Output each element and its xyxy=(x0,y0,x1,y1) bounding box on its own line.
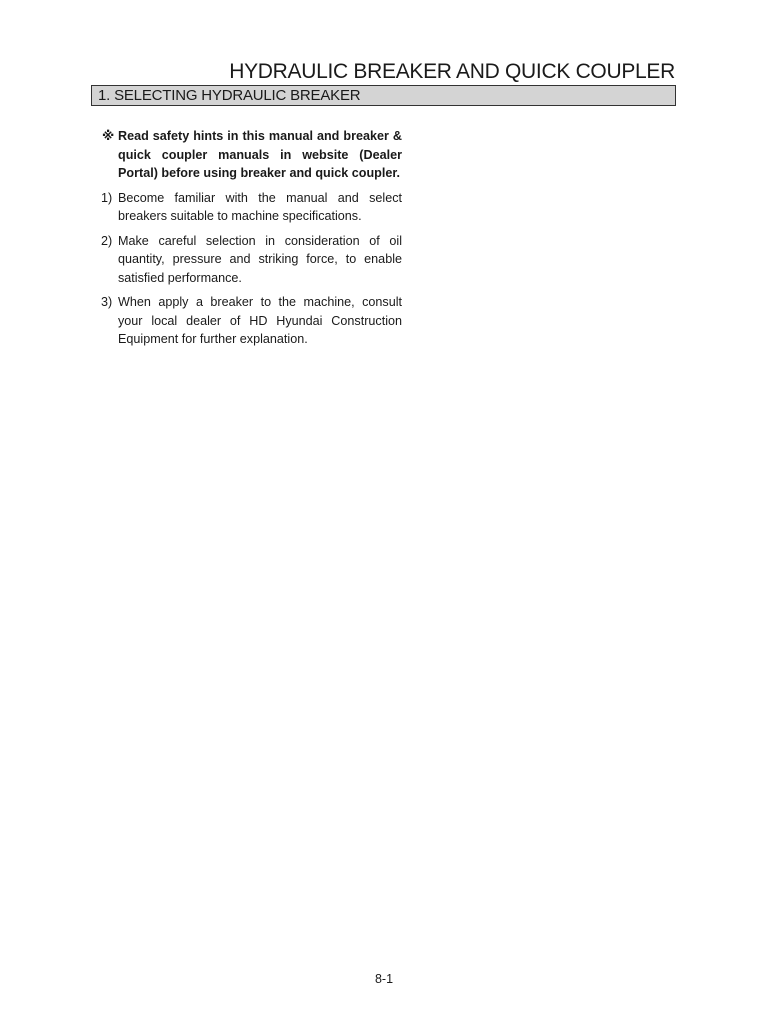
list-item-text: Become familiar with the manual and select breakers suitable to machine specifications. xyxy=(118,190,402,223)
safety-note-text: Read safety hints in this manual and breaker & quick coupler manuals in website (Dealer Portal) before using breaker and quick coupler. xyxy=(118,129,402,180)
list-item-text: When apply a breaker to the machine, consult your local dealer of HD Hyundai Construction Equipment for further explanation. xyxy=(118,295,402,346)
list-item xyxy=(100,293,402,349)
list-item-text: Make careful selection in consideration of oil quantity, pressure and striking force, to enable satisfied performance. xyxy=(118,233,402,285)
list-item xyxy=(100,189,402,226)
section-title: 1. SELECTING HYDRAULIC BREAKER xyxy=(98,87,361,104)
section-body xyxy=(100,127,402,355)
chapter-title: HYDRAULIC BREAKER AND QUICK COUPLER xyxy=(229,60,675,83)
section-heading-bar xyxy=(91,85,676,106)
list-item-number: 1) xyxy=(101,190,113,205)
list-item-number: 3) xyxy=(101,295,113,309)
safety-note xyxy=(100,127,402,183)
list-item xyxy=(100,232,402,288)
reference-mark-icon: ※ xyxy=(102,129,115,143)
list-item-number: 2) xyxy=(101,233,113,248)
page-number: 8-1 xyxy=(374,972,394,986)
